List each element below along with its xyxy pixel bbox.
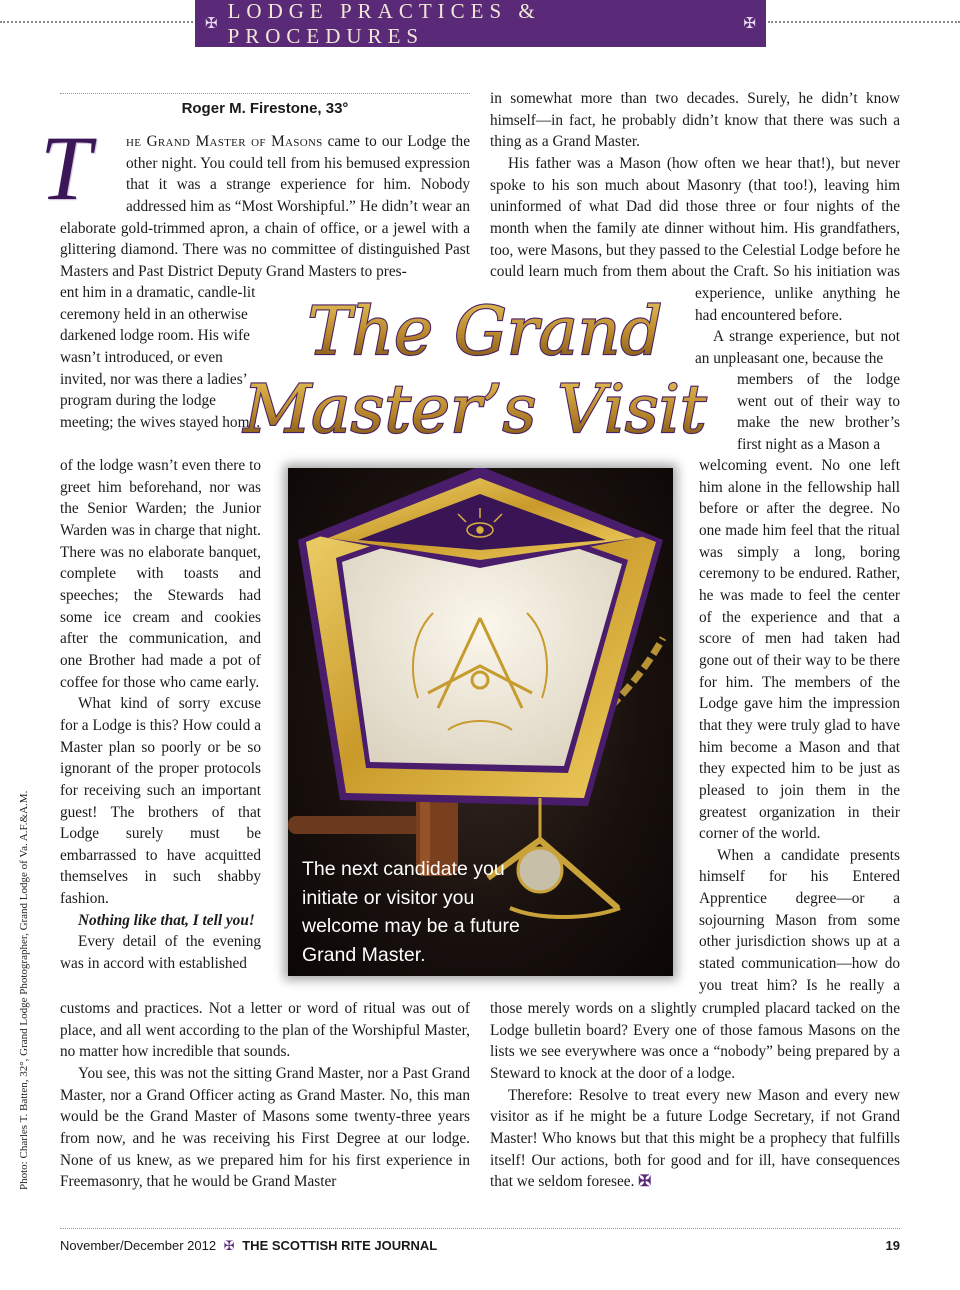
byline-top-rule: [60, 93, 470, 94]
drop-cap: T: [40, 117, 92, 219]
paragraph: [490, 1085, 900, 1193]
title-line-1: The Grand: [307, 293, 663, 370]
photo-credit: Photo: Charles T. Batten, 32°, Grand Lodge Photographer, Grand Lodge of Va. A.F.&A.M.: [18, 790, 30, 1190]
paragraph: What kind of sorry excuse for a Lodge is this? How could a Master plan so poorly or be so ignorant of the proper protocols for receiving such an important guest! The brothers of that Lodge surely must be embarrassed to have acquitted themselves in such shabby fashion.: [60, 695, 261, 908]
footer-left: [60, 1238, 437, 1254]
paragraph-text: ent him in a dramatic, candle-lit ceremony held in an otherwise darkened lodge room. His wife wasn’t introduced, or even invited, nor was there a ladies’ program during the lodge meeting; the wives stayed home.: [60, 284, 261, 431]
paragraph: A strange experience, but not an unpleasant one, because the: [695, 328, 900, 367]
dropcap-spacer: [60, 131, 126, 215]
emphasis-text: Nothing like that, I tell you!: [78, 911, 255, 929]
byline: Roger M. Firestone, 33°: [181, 100, 349, 117]
header-dotted-rule-left: [0, 21, 193, 23]
paragraph: those merely words on a slightly crumpled placard tacked on the Lodge bulletin board? Every one of those famous Masons on the lists we see everywhere was once a “nobody” being prepared by a Steward to knock at the door of a lodge.: [490, 1000, 900, 1082]
col2-bottom-text: [490, 998, 900, 1193]
col2-title-side-text-2: [737, 369, 900, 456]
paragraph: You see, this was not the sitting Grand Master, nor a Past Grand Master, nor a Grand Officer acting as Grand Master. No, this man would be the Grand Master of Masons some twenty-three years from now, and he was receiving his First Degree at our lodge. None of us knew, as we prepared him for his first experience in Freemasonry, that he would be Grand Master: [60, 1064, 470, 1191]
end-cross-icon: ✠: [638, 1173, 652, 1191]
paragraph: welcoming event. No one left him alone in the fellowship hall before or after the degree. No one made him feel that the ritual was simply a long, boring ceremony to be endured. Rather, he was made to feel the center of the experience and that a score of men had taken had gone out of their way to be there for him. The members of the Lodge gave him the impression that they were truly glad to have him become a Mason and that they expected him to be just as pleased to join them in the greatest organization in their corner of the world.: [699, 457, 900, 843]
journal-name: THE SCOTTISH RITE JOURNAL: [242, 1238, 438, 1253]
paragraph: members of the lodge went out of their way to make the new brother’s first night as a Mason a: [737, 371, 900, 453]
header-dotted-rule-right: [768, 21, 960, 23]
section-title: LODGE PRACTICES & PROCEDURES: [227, 0, 541, 48]
photo-caption: The next candidate you initiate or visitor you welcome may be a future Grand Master.: [302, 858, 520, 966]
article-title: [240, 292, 730, 442]
col2-photo-side-text: [699, 455, 900, 997]
section-banner: [195, 0, 766, 47]
paragraph: When a candidate presents himself for his Entered Apprentice degree—or a sojourning Mason from some other jurisdiction shows up at a stated communication—how do you treat him? Is he really a: [699, 846, 900, 994]
paragraph-text: came to our Lodge the other night. You could tell from his bemused expression that it was a strange experience for him. Nobody addressed him as “Most Worshipful.” He didn’t wear an elaborate gold-trimmed apron, a chain of office, or a jewel with a glittering diamond. There was no committee of distinguished Past Masters and Past District Deputy Grand Masters to pres-: [60, 133, 470, 280]
lead-smallcaps-inline: he Grand Master of Masons: [126, 133, 323, 150]
paragraph: experience, unlike anything he had encountered before.: [695, 285, 900, 324]
cross-icon: ✠: [743, 16, 756, 32]
footer-rule: [60, 1228, 900, 1229]
cross-icon: ✠: [205, 16, 218, 32]
paragraph: customs and practices. Not a letter or word of ritual was out of place, and all went according to the plan of the Worshipful Master, no matter how incredible that sounds.: [60, 1000, 470, 1061]
col1-photo-side-text: [60, 455, 261, 975]
cross-icon: ✠: [223, 1238, 235, 1253]
paragraph: of the lodge wasn’t even there to greet him beforehand, nor was the Senior Warden; the Junior Warden was in charge that night. There was no elaborate banquet, complete with toasts and speeches; the Stewards had some ice cream and cookies after the communication, and one Brother had made a pot of coffee for those who came early.: [60, 457, 261, 691]
paragraph: in somewhat more than two decades. Surely, he didn’t know himself—in fact, he probably didn’t know that there was such a thing as a Grand Master.: [490, 90, 900, 151]
page-number: 19: [885, 1238, 900, 1253]
paragraph: His father was a Mason (how often we hear that!), but never spoke to his son much about Masonry (that too!), leaving him uninformed of what Dad did those three or four nights of the month when the family ate dinner without him. His grandfathers, too, were Masons, but they passed to the Celestial Lodge before he could learn much from them about the Craft. So his initiation was: [490, 154, 900, 281]
col1-narrow-text: [60, 282, 265, 434]
paragraph: Every detail of the evening was in accord with established: [60, 933, 261, 973]
col2-top-text: [490, 88, 900, 284]
emphasis-paragraph: [60, 910, 261, 932]
col1-opening-paragraph: [60, 131, 470, 281]
paragraph-text: Therefore: Resolve to treat every new Mason and every new visitor as if he might be a future Lodge Secretary, if not Grand Master! Who knows but that this might be a prophecy that fulfills itself! Our actions, both for good and for ill, have consequences that we seldom foresee.: [490, 1086, 900, 1191]
title-line-2: Master’s Visit: [243, 371, 707, 442]
issue-date: November/December 2012: [60, 1238, 217, 1253]
col1-bottom-text: [60, 998, 470, 1193]
